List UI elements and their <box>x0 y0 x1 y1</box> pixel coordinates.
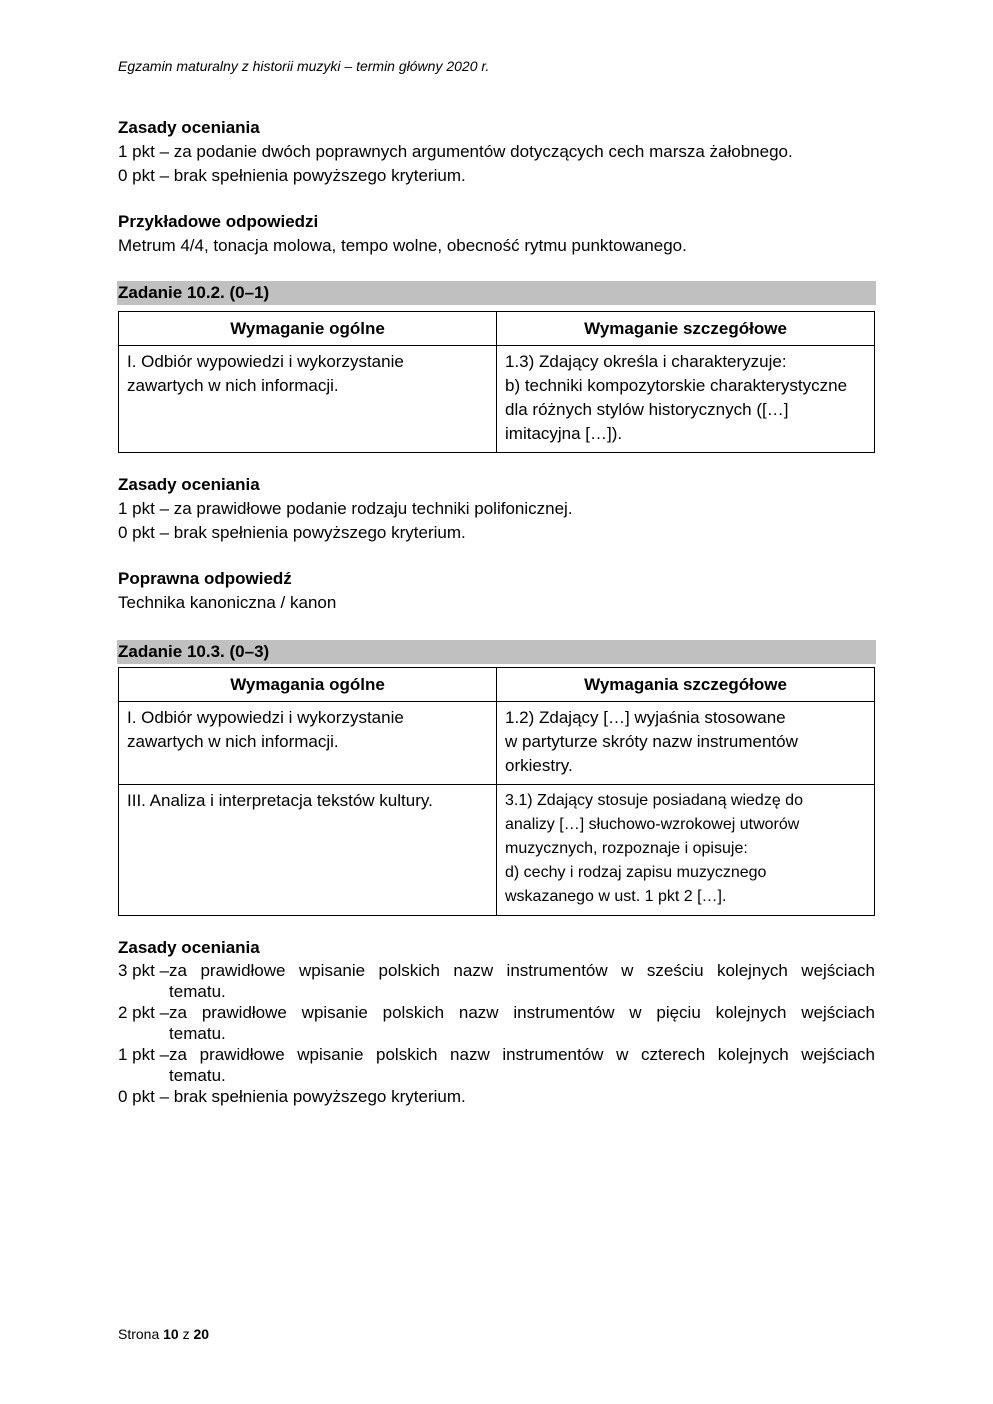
task-10-2-requirements-table <box>118 311 875 453</box>
page-number: Strona 10 z 20 <box>118 1326 210 1342</box>
scoring-rules-heading: Zasady oceniania <box>118 475 260 494</box>
table-header-general: Wymagania ogólne <box>119 668 497 702</box>
example-answers-10-1 <box>118 210 875 258</box>
score-item <box>118 1002 875 1044</box>
score-item <box>118 1044 875 1086</box>
table-row <box>119 785 875 916</box>
score-points: 3 pkt – <box>118 961 170 980</box>
score-points: 1 pkt – <box>118 1045 170 1064</box>
score-description: za prawidłowe wpisanie polskich nazw instrumentów w pięciu kolejnych wejściach tematu. <box>169 1003 875 1043</box>
scoring-rules-10-3-heading-block <box>118 936 875 960</box>
general-requirement-cell: I. Odbiór wypowiedzi i wykorzystanie zawartych w nich informacji. <box>119 702 497 785</box>
table-row <box>119 346 875 453</box>
detailed-requirement-cell: 3.1) Zdający stosuje posiadaną wiedzę do analizy […] słuchowo-wzrokowej utworów muzycznych, rozpoznaje i opisuje: d) cechy i rodzaj zapisu muzycznego wskazanego w ust. 1 pkt 2 […]. <box>497 785 875 916</box>
scoring-rules-10-3 <box>118 960 875 1107</box>
example-answers-text: Metrum 4/4, tonacja molowa, tempo wolne, obecność rytmu punktowanego. <box>118 236 687 255</box>
scoring-rule-line: 1 pkt – za podanie dwóch poprawnych argumentów dotyczących cech marsza żałobnego. <box>118 142 793 161</box>
correct-answer-text: Technika kanoniczna / kanon <box>118 593 337 612</box>
task-10-2-title: Zadanie 10.2. (0–1) <box>117 281 876 305</box>
correct-answer-heading: Poprawna odpowiedź <box>118 569 292 588</box>
scoring-rules-10-2 <box>118 473 875 545</box>
score-description: za prawidłowe wpisanie polskich nazw instrumentów w sześciu kolejnych wejściach tematu. <box>169 961 875 1001</box>
task-10-3-requirements-table <box>118 667 875 916</box>
correct-answer-10-2 <box>118 567 875 615</box>
general-requirement-cell: I. Odbiór wypowiedzi i wykorzystanie zawartych w nich informacji. <box>119 346 497 453</box>
detailed-requirement-cell: 1.2) Zdający […] wyjaśnia stosowane w partyturze skróty nazw instrumentów orkiestry. <box>497 702 875 785</box>
score-description: za prawidłowe wpisanie polskich nazw instrumentów w czterech kolejnych wejściach tematu. <box>169 1045 875 1085</box>
example-answers-heading: Przykładowe odpowiedzi <box>118 212 319 231</box>
table-header-general: Wymaganie ogólne <box>119 312 497 346</box>
detailed-requirement-cell: 1.3) Zdający określa i charakteryzuje: b) techniki kompozytorskie charakterystyczne dla różnych stylów historycznych ([…] imitacyjna […]). <box>497 346 875 453</box>
scoring-rule-line: 0 pkt – brak spełnienia powyższego kryterium. <box>118 166 466 185</box>
scoring-rules-heading: Zasady oceniania <box>118 938 260 957</box>
exam-header: Egzamin maturalny z historii muzyki – termin główny 2020 r. <box>118 58 490 74</box>
scoring-rules-heading: Zasady oceniania <box>118 118 260 137</box>
task-10-3-title: Zadanie 10.3. (0–3) <box>117 640 876 664</box>
table-header-detailed: Wymaganie szczegółowe <box>497 312 875 346</box>
table-header-detailed: Wymagania szczegółowe <box>497 668 875 702</box>
scoring-rules-10-1 <box>118 116 875 188</box>
score-item <box>118 960 875 1002</box>
score-item-zero: 0 pkt – brak spełnienia powyższego kryterium. <box>118 1087 466 1106</box>
general-requirement-cell: III. Analiza i interpretacja tekstów kultury. <box>119 785 497 916</box>
score-points: 2 pkt – <box>118 1003 170 1022</box>
scoring-rule-line: 0 pkt – brak spełnienia powyższego kryterium. <box>118 523 466 542</box>
table-row <box>119 702 875 785</box>
scoring-rule-line: 1 pkt – za prawidłowe podanie rodzaju techniki polifonicznej. <box>118 499 573 518</box>
